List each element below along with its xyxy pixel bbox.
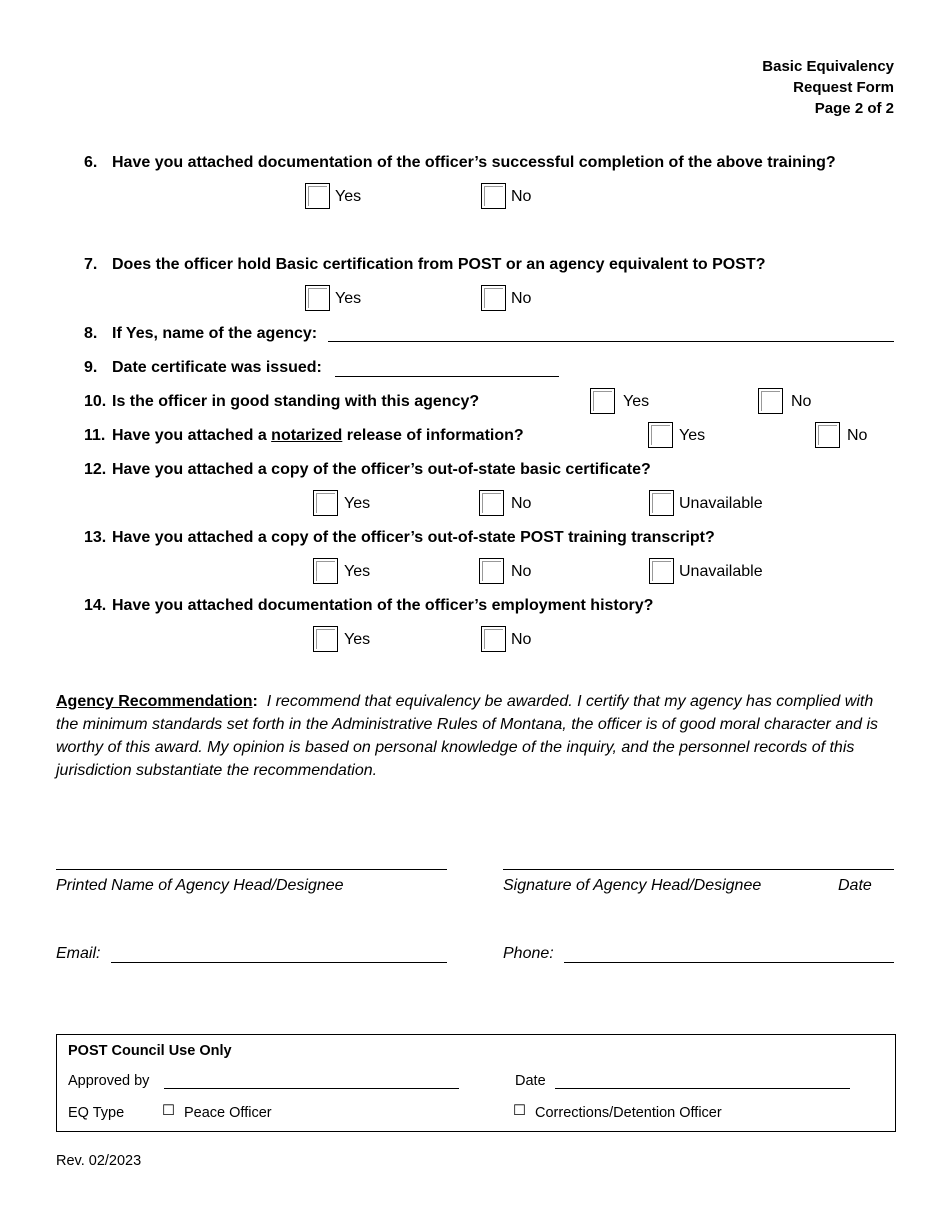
council-date-field[interactable] <box>555 1088 850 1089</box>
question-number: 8. <box>84 325 98 342</box>
q11-yes-label: Yes <box>679 427 706 444</box>
question-text: Have you attached documentation of the officer’s successful completion of the above training? <box>112 154 836 171</box>
question-text: Does the officer hold Basic certification from POST or an agency equivalent to POST? <box>112 256 766 273</box>
question-number: 11. <box>84 427 106 444</box>
phone-label: Phone: <box>503 945 554 962</box>
form-title: Basic Equivalency <box>762 58 894 75</box>
revision-date: Rev. 02/2023 <box>56 1153 142 1169</box>
question-text: Have you attached a copy of the officer’s out-of-state basic certificate? <box>112 461 651 478</box>
q11-yes-checkbox[interactable] <box>648 422 673 448</box>
question-text-end: release of information? <box>342 427 524 444</box>
signature-field[interactable] <box>503 869 894 870</box>
q13-yes-checkbox[interactable] <box>313 558 338 584</box>
question-number: 12. <box>84 461 107 478</box>
agency-name-field[interactable] <box>328 341 894 342</box>
recommendation-colon: : <box>252 693 258 710</box>
q14-yes-label: Yes <box>344 631 371 648</box>
question-12 <box>84 461 651 479</box>
q14-no-checkbox[interactable] <box>481 626 506 652</box>
q12-yes-checkbox[interactable] <box>313 490 338 516</box>
form-header <box>762 56 894 119</box>
q12-no-checkbox[interactable] <box>479 490 504 516</box>
recommendation-text: I recommend that equivalency be awarded. I certify that my agency has complied with the minimum standards set forth in the Administrative Rules of Montana, the officer is of good moral character and is worthy of this award. My opinion is based on personal knowledge of the inquiry, and the personnel records of this jurisdiction substantiate the recommendation. <box>56 693 879 779</box>
council-date-label: Date <box>515 1073 546 1089</box>
question-8 <box>84 325 317 343</box>
question-number: 9. <box>84 359 98 376</box>
q7-no-label: No <box>511 290 532 307</box>
q7-yes-label: Yes <box>335 290 362 307</box>
notarized-emphasis: notarized <box>271 427 343 444</box>
approved-by-label: Approved by <box>68 1073 150 1089</box>
q13-no-label: No <box>511 563 532 580</box>
q13-unavailable-label: Unavailable <box>679 563 763 580</box>
q11-no-checkbox[interactable] <box>815 422 840 448</box>
corrections-checkbox[interactable]: ☐ <box>513 1103 526 1119</box>
q14-yes-checkbox[interactable] <box>313 626 338 652</box>
q10-yes-checkbox[interactable] <box>590 388 615 414</box>
question-text: If Yes, name of the agency: <box>112 325 318 342</box>
q10-no-label: No <box>791 393 812 410</box>
signature-label: Signature of Agency Head/Designee <box>503 877 762 894</box>
question-7 <box>84 256 765 274</box>
agency-recommendation <box>56 690 896 782</box>
approved-by-field[interactable] <box>164 1088 459 1089</box>
council-title: POST Council Use Only <box>68 1043 232 1059</box>
q10-no-checkbox[interactable] <box>758 388 783 414</box>
q12-unavailable-checkbox[interactable] <box>649 490 674 516</box>
question-6 <box>84 154 836 172</box>
q12-yes-label: Yes <box>344 495 371 512</box>
q11-no-label: No <box>847 427 868 444</box>
q13-no-checkbox[interactable] <box>479 558 504 584</box>
email-field[interactable] <box>111 962 447 963</box>
q13-unavailable-checkbox[interactable] <box>649 558 674 584</box>
question-text: Is the officer in good standing with this agency? <box>112 393 480 410</box>
recommendation-heading: Agency Recommendation <box>56 693 253 710</box>
printed-name-field[interactable] <box>56 869 447 870</box>
question-10 <box>84 393 479 411</box>
question-number: 10. <box>84 393 107 410</box>
q12-no-label: No <box>511 495 532 512</box>
q14-no-label: No <box>511 631 532 648</box>
q6-no-label: No <box>511 188 532 205</box>
question-text: Have you attached a copy of the officer’s out-of-state POST training transcript? <box>112 529 715 546</box>
question-number: 7. <box>84 256 98 273</box>
q12-unavailable-label: Unavailable <box>679 495 763 512</box>
question-text: Date certificate was issued: <box>112 359 322 376</box>
page-number: Page 2 of 2 <box>814 100 894 117</box>
question-text: Have you attached documentation of the officer’s employment history? <box>112 597 654 614</box>
question-11 <box>84 427 524 445</box>
peace-officer-label: Peace Officer <box>184 1105 272 1121</box>
question-text-start: Have you attached a <box>112 427 272 444</box>
q10-yes-label: Yes <box>623 393 650 410</box>
q13-yes-label: Yes <box>344 563 371 580</box>
post-council-box <box>56 1034 896 1132</box>
phone-field[interactable] <box>564 962 894 963</box>
form-subtitle: Request Form <box>793 79 894 96</box>
question-number: 14. <box>84 597 107 614</box>
q7-yes-checkbox[interactable] <box>305 285 330 311</box>
peace-officer-checkbox[interactable]: ☐ <box>162 1103 175 1119</box>
question-13 <box>84 529 715 547</box>
email-label: Email: <box>56 945 101 962</box>
q6-yes-checkbox[interactable] <box>305 183 330 209</box>
q7-no-checkbox[interactable] <box>481 285 506 311</box>
signature-date-label: Date <box>838 877 872 894</box>
eq-type-label: EQ Type <box>68 1105 125 1121</box>
question-9 <box>84 359 322 377</box>
question-number: 6. <box>84 154 98 171</box>
question-number: 13. <box>84 529 107 546</box>
q6-yes-label: Yes <box>335 188 362 205</box>
question-14 <box>84 597 653 615</box>
printed-name-label: Printed Name of Agency Head/Designee <box>56 877 344 894</box>
corrections-label: Corrections/Detention Officer <box>535 1105 722 1121</box>
certificate-date-field[interactable] <box>335 376 559 377</box>
q6-no-checkbox[interactable] <box>481 183 506 209</box>
